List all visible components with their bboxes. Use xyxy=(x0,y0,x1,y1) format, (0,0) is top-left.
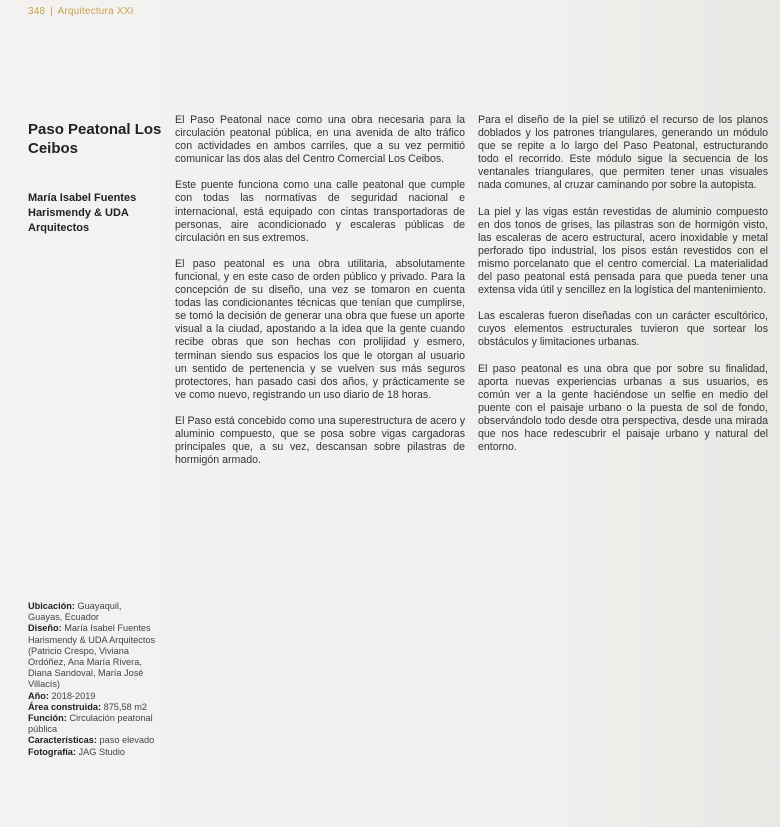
credit-function xyxy=(28,713,158,735)
credit-built-area xyxy=(28,702,158,713)
section-name: Arquitectura XXI xyxy=(57,6,134,17)
credit-features xyxy=(28,735,158,746)
credit-label: Área construida: xyxy=(28,701,102,712)
page-number: 348 xyxy=(28,6,46,17)
running-head-separator: | xyxy=(50,6,54,17)
paragraph: Las escaleras fueron diseñadas con un carácter escultórico, cuyos elementos estructurales tuvieron que sortear los obstáculos y limitaciones urbanas. xyxy=(478,310,768,349)
paragraph: El Paso Peatonal nace como una obra necesaria para la circulación peatonal pública, en una avenida de alto tráfico con actividades en ambos carriles, que a su vez permitió comunicar las dos alas del Centro Comercial Los Ceibos. xyxy=(175,114,465,166)
credit-year xyxy=(28,691,158,702)
article-authors: María Isabel Fuentes Harismendy & UDA Arquitectos xyxy=(28,192,137,234)
credit-label: Características: xyxy=(28,735,97,746)
credit-value: María Isabel Fuentes Harismendy & UDA Arquitectos (Patricio Crespo, Viviana Ordóñez, Ana María Rivera, Diana Sandoval, María José Villacís) xyxy=(28,623,156,690)
credit-label: Año: xyxy=(28,690,49,701)
credit-value: 2018-2019 xyxy=(51,690,96,701)
credit-label: Diseño: xyxy=(28,623,62,634)
paragraph: El paso peatonal es una obra utilitaria, absolutamente funcional, y en este caso de orden público y privado. Para la concepción de su diseño, una vez se tomaron en cuenta todas las condicionantes técnicas que tenían que cumplirse, se tomó la decisión de generar una obra que fuese un aporte visual a la ciudad, apostando a la idea que la gente cuando recibe obras que son hechas con prolijidad y esmero, terminan siendo sus espacios los que le otorgan al usuario un sentido de pertenencia y se vuelven sus más seguros protectores, han pasado casi dos años, y prácticamente se ve como nuevo, registrando un uso diario de 18 horas. xyxy=(175,257,465,401)
credit-value: 875,58 m2 xyxy=(103,701,147,712)
credit-design xyxy=(28,623,158,690)
credit-value: Circulación peatonal pública xyxy=(28,713,153,735)
paragraph: El paso peatonal es una obra que por sobre su finalidad, aporta nuevas experiencias urbanas a sus usuarios, es común ver a la gente haciéndose un selfie en medio del puente con el paisaje urbano o la puesta de sol de fondo, observándolo todo desde otra perspectiva, desde una mirada que nos hace redescubrir el paisaje urbano y natural del entorno. xyxy=(478,362,768,454)
credit-value: paso elevado xyxy=(99,735,155,746)
body-column-2 xyxy=(478,114,768,467)
credit-label: Fotografía: xyxy=(28,746,76,757)
credit-value: Guayaquil, Guayas, Ecuador xyxy=(28,601,122,623)
credit-location xyxy=(28,601,158,623)
article-title: Paso Peatonal Los Ceibos xyxy=(28,121,162,157)
credit-label: Función: xyxy=(28,713,67,724)
credit-label: Ubicación: xyxy=(28,601,75,611)
paragraph: El Paso está concebido como una superestructura de acero y aluminio compuesto, que se posa sobre vigas cargadoras principales que, a su vez, descansan sobre pilastras de hormigón armado. xyxy=(175,414,465,467)
credit-value: JAG Studio xyxy=(78,746,126,757)
paragraph: Para el diseño de la piel se utilizó el recurso de los planos doblados y los patrones triangulares, generando un módulo que se repite a lo largo del Paso Peatonal, estructurando todo el recorrido. Este módulo sigue la secuencia de los ventanales triangulares, que permiten tener unas visuales nada comunes, al cruzar caminando por sobre la autopista. xyxy=(478,114,768,192)
paragraph: Este puente funciona como una calle peatonal que cumple con todas las normativas de seguridad nacional e internacional, está equipado con cintas transportadoras de personas, aire acondicionado y escaleras públicas de circulación en sus extremos. xyxy=(175,179,465,244)
paragraph: La piel y las vigas están revestidas de aluminio compuesto en dos tonos de grises, las pilastras son de hormigón visto, las escaleras de acero estructural, acero inoxidable y metal perforado tipo industrial, los pisos están revestidos con el mismo porcelanato que el centro comercial. La materialidad del paso peatonal está pensada para que pueda tener una extensa vida útil y sencillez en la logística del mantenimiento. xyxy=(478,205,768,297)
running-head xyxy=(28,6,134,17)
body-column-1 xyxy=(175,114,465,480)
credit-photography xyxy=(28,747,158,758)
project-credits xyxy=(28,601,158,758)
